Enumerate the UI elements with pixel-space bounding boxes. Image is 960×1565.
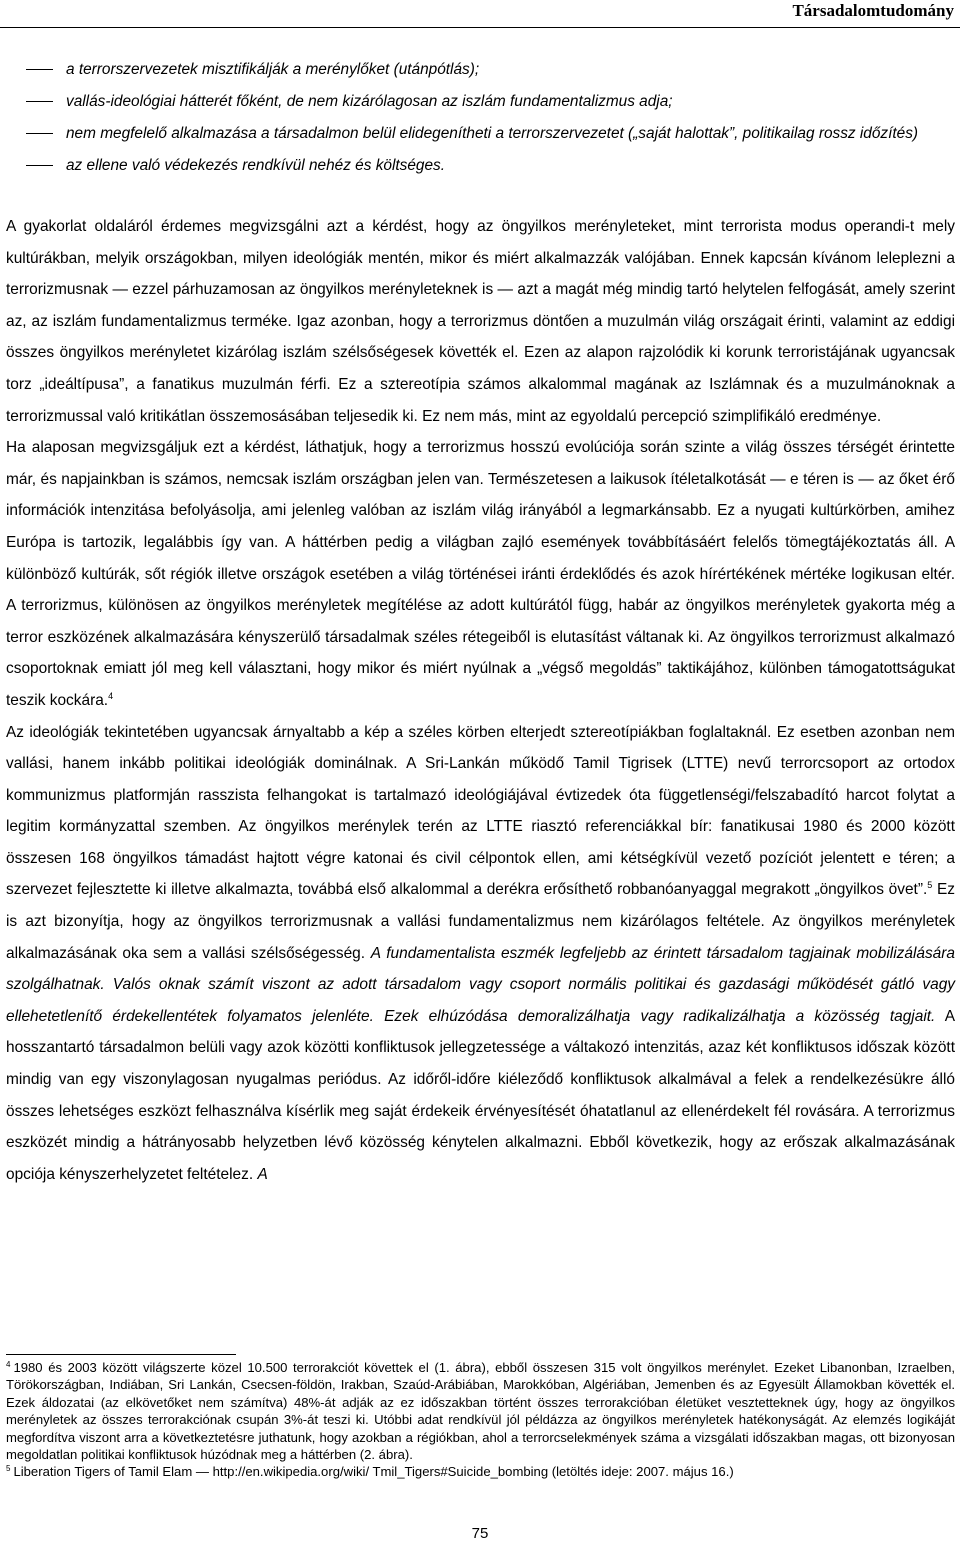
- dash-marker: [26, 150, 66, 182]
- header-divider: [0, 27, 960, 28]
- bullet-text: vallás-ideológiai hátterét főként, de nem kizárólagosan az iszlám fundamentalizmus adja;: [66, 93, 673, 110]
- footnotes: [6, 1359, 955, 1481]
- paragraph-text: Ha alaposan megvizsgáljuk ezt a kérdést, láthatjuk, hogy a terrorizmus hosszú evolúciója során szinte a világ összes térségét érintette már, és napjainkban is számos, nemcsak iszlám országban jelen van. Természetesen a laikusok ítéletalkotását — e téren is — az őket érő információk intenzitása befolyásolja, ami jelenleg valóban az iszlám világ irányából a legmarkánsabb. Ez a nyugati kultúrkörben, amihez Európa is tartozik, legalábbis így van. A háttérben pedig a világban zajló események továbbításáért felelős tömegtájékoztatás áll. A különböző kultúrák, sőt régiók illetve országok esetében a világ történései iránti érdeklődés és azok hírértékének mértéke logikusan eltér. A terrorizmus, különösen az öngyilkos merényletek megítélése az adott kultúrától függ, habár az öngyilkos merényletek gyakorta még a terror eszközének alkalmazására kényszerülő társadalmak széles rétegeiből is elutasítást váltanak ki. Az öngyilkos terrorizmust alkalmazó csoportoknak emiatt jól meg kell választani, hogy mikor és miért nyúlnak a „végső megoldás” taktikájához, különben támogatottságukat teszik kockára.: [6, 439, 955, 709]
- bullet-list: [26, 54, 956, 182]
- footnote-reference[interactable]: 5: [927, 880, 933, 891]
- footnote-number: 5: [6, 1464, 11, 1474]
- bullet-text: az ellene való védekezés rendkívül nehéz és költséges.: [66, 157, 446, 174]
- body-text: [6, 211, 955, 1190]
- footnote: [6, 1359, 955, 1463]
- bullet-text: a terrorszervezetek misztifikálják a merénylőket (utánpótlás);: [66, 61, 480, 78]
- paragraph: [6, 717, 955, 1191]
- paragraph-text: Ez is azt bizonyítja, hogy az öngyilkos terrorizmusnak a vallási fundamentalizmus nem kizárólagos feltétele. Az öngyilkos merényletek alkalmazásának oka sem a vallási szélsőségesség.: [6, 881, 955, 962]
- paragraph-text: Az ideológiák tekintetében ugyancsak árnyaltabb a kép a széles körben elterjedt sztereotípiákban foglaltaknál. Ez esetben azonban nem vallási, hanem inkább politikai ideológiák dominálnak. A Sri-Lankán működő Tamil Tigrisek (LTTE) nevű terrorcsoport az ortodox kommunizmus platformján rasszista felhangokat is tartalmazó ideológiájával évtizedek óta függetlenségi/felszabadító harcot folytat a legitim kormányzattal szemben. Az öngyilkos merénylek terén az LTTE riasztó referenciákkal bír: fanatikusai 1980 és 2000 között összesen 168 öngyilkos támadást hajtott végre katonai és civil célpontok ellen, ami kétségkívül vezető pozíciót jelentett e téren; a szervezet fejlesztette ki illetve alkalmazta, továbbá első alkalommal a derékra erősíthető robbanóanyaggal megrakott „öngyilkos övet”.: [6, 723, 955, 899]
- footnote-number: 4: [6, 1359, 11, 1369]
- footnote-text: Liberation Tigers of Tamil Elam — http://en.wikipedia.org/wiki/ Tmil_Tigers#Suicide_bombing (letöltés ideje: 2007. május 16.): [13, 1464, 734, 1480]
- paragraph: [6, 432, 955, 716]
- bullet-item: [26, 118, 956, 150]
- running-header: Társadalomtudomány: [792, 1, 954, 20]
- emphasized-text: A: [257, 1165, 268, 1183]
- dash-marker: [26, 86, 66, 118]
- footnote: [6, 1463, 955, 1480]
- dash-marker: [26, 54, 66, 86]
- bullet-text: nem megfelelő alkalmazása a társadalmon belül elidegenítheti a terrorszervezetet („saját halottak”, politikailag rossz időzítés): [66, 125, 919, 142]
- paragraph-text: A hosszantartó társadalmon belüli vagy azok közötti konfliktusok jellegzetessége a váltakozó intenzitás, azaz két konfliktusos időszak között mindig van egy viszonylagosan nyugalmas periódus. Az időről-időre kiéleződő konfliktusok alkalmával a felek a rendelkezésükre álló összes lehetséges eszközt felhasználva kísérlik meg saját érdekeik érvényesítését óhatatlanul az ellenérdekelt fél rovására. A terrorizmus eszközét mindig a hátrányosabb helyzetben lévő közösség kénytelen alkalmazni. Ebből következik, hogy az erőszak alkalmazásának opciója kényszerhelyzetet feltételez.: [6, 1007, 956, 1183]
- emphasized-text: A fundamentalista eszmék legfeljebb az érintett társadalom tagjainak mobilizálására szolgálhatnak. Valós oknak számít viszont az adott társadalom vagy csoport normális politikai és gazdasági működését gátló vagy ellehetetlenítő érdekellentétek folyamatos jelenléte. Ezek elhúzódása demoralizálhatja vagy radikalizálhatja a közösség tagjait.: [6, 944, 955, 1025]
- footnote-divider: [6, 1354, 236, 1355]
- bullet-item: [26, 86, 956, 118]
- paragraph: [6, 211, 955, 432]
- footnote-reference[interactable]: 4: [108, 690, 114, 701]
- paragraph-text: A gyakorlat oldaláról érdemes megvizsgálni azt a kérdést, hogy az öngyilkos merényleteket, mint terrorista modus operandi-t mely kultúrákban, melyik országokban, milyen ideológiák mentén, mikor és miért alkalmazzák valójában. Ennek kapcsán kívánom leleplezni a terrorizmusnak — ezzel párhuzamosan az öngyilkos merényleteknek is — azt a magát még mindig tartó helytelen felfogását, amely szerint az, az iszlám fundamentalizmus terméke. Igaz azonban, hogy a terrorizmus döntően a muzulmán világ országait érinti, valamint az eddigi összes öngyilkos merényletet kizárólag iszlám szélsőségesek követték el. Ezen az alapon rajzolódik ki korunk terroristájának ugyancsak torz „ideáltípusa”, a fanatikus muzulmán férfi. Ez a sztereotípia számos alkalommal magának az Iszlámnak és a muzulmánoknak a terrorizmussal való kritikátlan összemosásában teljesedik ki. Ez nem más, mint az egyoldalú percepció szimplifikáló eredménye.: [6, 218, 955, 425]
- dash-marker: [26, 118, 66, 150]
- bullet-item: [26, 150, 956, 182]
- footnote-text: 1980 és 2003 között világszerte közel 10.500 terrorakciót követtek el (1. ábra), ebből összesen 315 volt öngyilkos merénylet. Ezeket Libanonban, Izraelben, Törökországban, Indiában, Sri Lankán, Csecsen-földön, Irakban, Szaúd-Arábiában, Marokkóban, Algériában, Jemenben és az Egyesült Államokban követték el. Ezek áldozatai (az elkövetőket nem számítva) 48%-át adják az ez időszakban történt összes terrorakcióban életüket vesztetteknek úgy, hogy az öngyilkos merényletek az összes terrorakciónak csupán 3%-át teszi ki. Utóbbi adat rendkívül jól példázza az öngyilkos merényletek hatékonyságát. Az elemzés logikáját megfordítva viszont arra a következtetésre juthatunk, hogy azokban a régiókban, ahol a terrorcselekmények száma a vizsgálati időszakban magas, ott bizonyosan megoldatlan politikai konfliktusok húzódnak meg a háttérben (2. ábra).: [6, 1360, 955, 1463]
- bullet-item: [26, 54, 956, 86]
- page-number: 75: [471, 1525, 489, 1542]
